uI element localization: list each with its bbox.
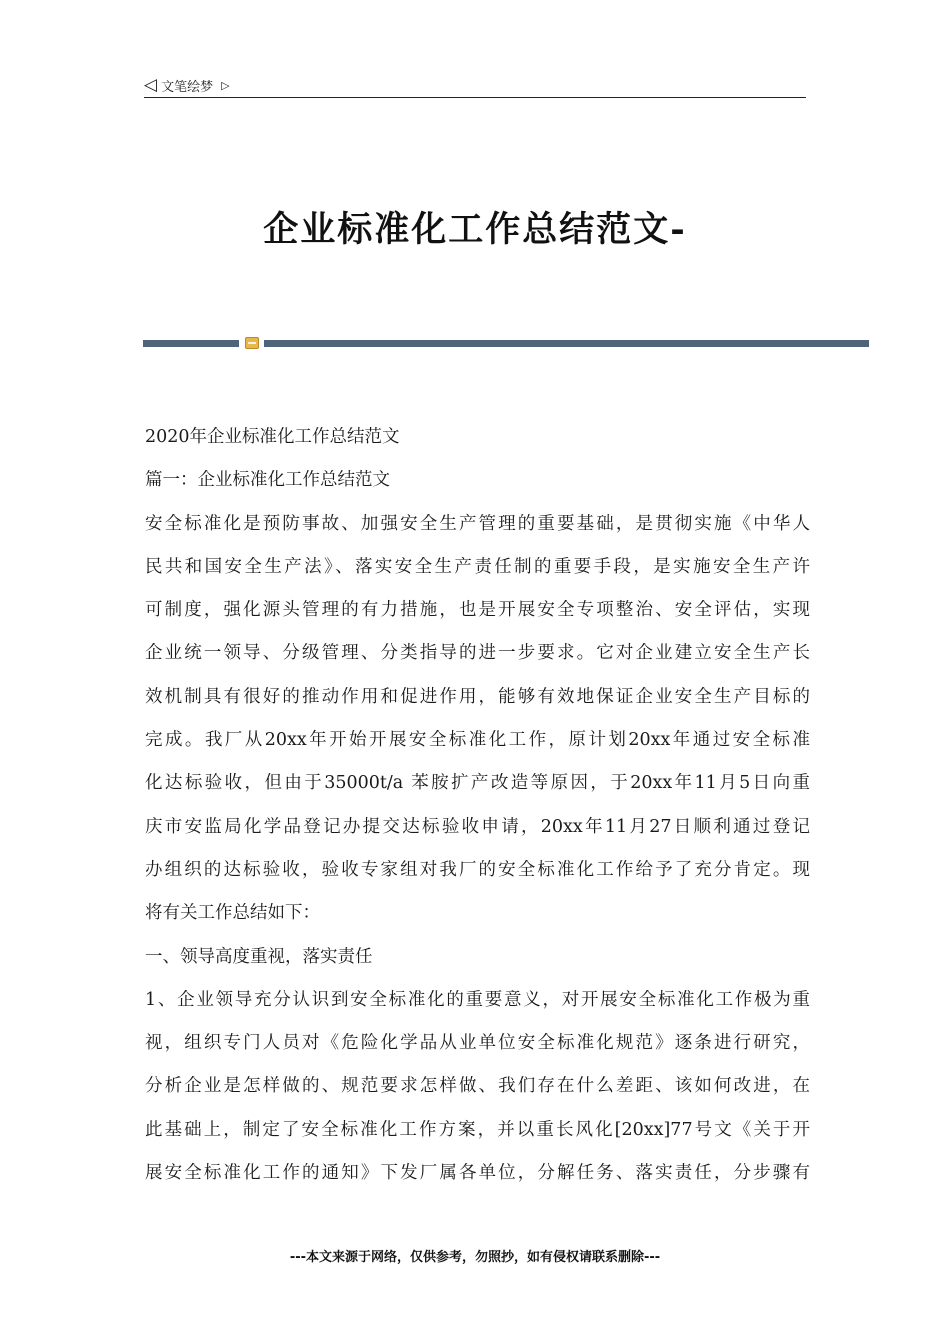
divider-bar-right [264, 340, 869, 347]
paragraph-line: 分析企业是怎样做的、规范要求怎样做、我们存在什么差距、该如何改进，在 [145, 1076, 810, 1097]
paragraph-line: 展安全标准化工作的通知》下发厂属各单位，分解任务、落实责任，分步骤有 [145, 1163, 810, 1184]
paragraph-line: 可制度，强化源头管理的有力措施，也是开展安全专项整治、安全评估，实现 [145, 600, 810, 621]
header-brand: 文笔绘梦 [161, 79, 214, 95]
paragraph-line: 企业统一领导、分级管理、分类指导的进一步要求。它对企业建立安全生产长 [145, 643, 810, 664]
paragraph-line: 民共和国安全生产法》、落实安全生产责任制的重要手段，是实施安全生产许 [145, 556, 810, 577]
paragraph-line: 办组织的达标验收，验收专家组对我厂的安全标准化工作给予了充分肯定。现 [145, 859, 810, 880]
note-icon [245, 337, 259, 349]
body-text [145, 416, 810, 1195]
page-header [144, 73, 806, 98]
section-heading: 篇一：企业标准化工作总结范文 [145, 470, 390, 491]
paragraph-line: 此基础上，制定了安全标准化工作方案，并以重长风化[20xx]77号文《关于开 [145, 1119, 810, 1140]
paragraph-line: 1、企业领导充分认识到安全标准化的重要意义，对开展安全标准化工作极为重 [145, 989, 810, 1010]
paragraph-line: 庆市安监局化学品登记办提交达标验收申请，20xx年11月27日顺利通过登记 [145, 816, 810, 837]
paragraph-line: 效机制具有很好的推动作用和促进作用，能够有效地保证企业安全生产目标的 [145, 686, 810, 707]
paragraph-line: 安全标准化是预防事故、加强安全生产管理的重要基础，是贯彻实施《中华人 [145, 513, 810, 534]
doc-subtitle: 2020年企业标准化工作总结范文 [145, 427, 400, 447]
paragraph-line: 化达标验收，但由于35000t/a 苯胺扩产改造等原因，于20xx年11月5日向重 [145, 773, 810, 794]
triangle-right-icon: ▷ [221, 78, 230, 92]
paragraph-line: 完成。我厂从20xx年开始开展安全标准化工作，原计划20xx年通过安全标准 [145, 730, 810, 751]
page-footer-disclaimer: ---本文来源于网络，仅供参考，勿照抄，如有侵权请联系删除--- [289, 1250, 661, 1265]
paragraph-line: 将有关工作总结如下： [145, 903, 320, 924]
divider-bar-left [143, 340, 239, 347]
triangle-left-icon: ◁ [144, 74, 158, 95]
section-heading: 一、领导高度重视，落实责任 [145, 946, 373, 967]
page-title: 企业标准化工作总结范文- [263, 209, 687, 250]
title-divider [143, 337, 869, 349]
paragraph-line: 视，组织专门人员对《危险化学品从业单位安全标准化规范》逐条进行研究， [145, 1033, 810, 1054]
